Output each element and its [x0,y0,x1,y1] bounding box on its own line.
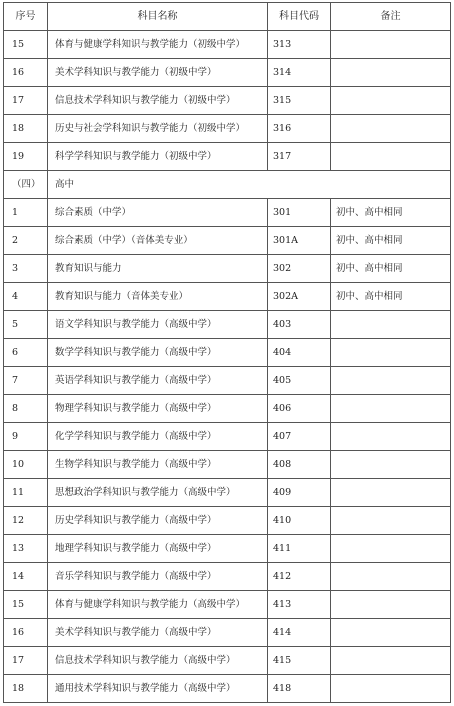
table-header [4,3,451,31]
row-note [331,311,451,339]
row-subject-code: 407 [268,423,331,451]
table-row [4,619,451,647]
row-no: 11 [4,479,48,507]
row-subject-code: 301A [268,227,331,255]
table-row [4,367,451,395]
row-subject-code: 408 [268,451,331,479]
table-row [4,311,451,339]
table-row [4,479,451,507]
table-row [4,451,451,479]
row-subject-code: 410 [268,507,331,535]
row-subject-code: 413 [268,591,331,619]
table-row [4,339,451,367]
row-no: 19 [4,143,48,171]
table-row [4,423,451,451]
row-subject-name: 教育知识与能力 [48,255,268,283]
row-subject-name: 生物学科知识与教学能力（高级中学） [48,451,268,479]
row-subject-name: 美术学科知识与教学能力（初级中学） [48,59,268,87]
table-row [4,59,451,87]
row-no: 1 [4,199,48,227]
table-row [4,87,451,115]
table-row [4,255,451,283]
row-subject-name: 数学学科知识与教学能力（高级中学） [48,339,268,367]
row-note [331,619,451,647]
row-note [331,535,451,563]
header-note: 备注 [331,3,451,31]
row-no: 12 [4,507,48,535]
row-no: 14 [4,563,48,591]
row-subject-code: 414 [268,619,331,647]
table-row [4,647,451,675]
row-subject-name: 综合素质（中学）（音体美专业） [48,227,268,255]
table-row [4,395,451,423]
row-subject-name: 美术学科知识与教学能力（高级中学） [48,619,268,647]
section-no: （四） [4,171,48,199]
row-no: 9 [4,423,48,451]
row-note [331,675,451,703]
row-no: 18 [4,115,48,143]
row-subject-code: 418 [268,675,331,703]
row-no: 10 [4,451,48,479]
row-subject-name: 科学学科知识与教学能力（初级中学） [48,143,268,171]
table-row [4,199,451,227]
row-note [331,451,451,479]
row-subject-name: 语文学科知识与教学能力（高级中学） [48,311,268,339]
row-subject-name: 信息技术学科知识与教学能力（高级中学） [48,647,268,675]
row-note [331,31,451,59]
header-subject-name: 科目名称 [48,3,268,31]
row-subject-code: 316 [268,115,331,143]
table-row [4,507,451,535]
row-no: 2 [4,227,48,255]
row-no: 4 [4,283,48,311]
row-no: 7 [4,367,48,395]
row-no: 17 [4,647,48,675]
row-subject-code: 314 [268,59,331,87]
row-subject-code: 317 [268,143,331,171]
row-subject-code: 403 [268,311,331,339]
table-row [4,227,451,255]
row-subject-name: 地理学科知识与教学能力（高级中学） [48,535,268,563]
header-subject-code: 科目代码 [268,3,331,31]
row-note [331,423,451,451]
section-title: 高中 [48,171,451,199]
row-subject-code: 409 [268,479,331,507]
row-subject-name: 体育与健康学科知识与教学能力（初级中学） [48,31,268,59]
table-row [4,535,451,563]
row-note: 初中、高中相同 [331,255,451,283]
table-body [4,31,451,703]
row-subject-code: 315 [268,87,331,115]
row-subject-code: 415 [268,647,331,675]
row-subject-code: 412 [268,563,331,591]
row-subject-code: 301 [268,199,331,227]
row-note [331,507,451,535]
row-no: 6 [4,339,48,367]
row-note [331,563,451,591]
row-note [331,87,451,115]
row-note: 初中、高中相同 [331,199,451,227]
row-note [331,143,451,171]
row-note [331,339,451,367]
table-row [4,283,451,311]
table-row [4,675,451,703]
row-subject-name: 通用技术学科知识与教学能力（高级中学） [48,675,268,703]
row-subject-code: 302A [268,283,331,311]
row-subject-name: 音乐学科知识与教学能力（高级中学） [48,563,268,591]
row-no: 8 [4,395,48,423]
row-no: 3 [4,255,48,283]
row-subject-code: 302 [268,255,331,283]
row-subject-name: 物理学科知识与教学能力（高级中学） [48,395,268,423]
row-subject-code: 404 [268,339,331,367]
table-row [4,143,451,171]
row-no: 5 [4,311,48,339]
row-subject-name: 思想政治学科知识与教学能力（高级中学） [48,479,268,507]
exam-subjects-table [3,2,451,703]
row-subject-name: 教育知识与能力（音体美专业） [48,283,268,311]
table-row [4,591,451,619]
row-no: 16 [4,619,48,647]
section-row-senior-high [4,171,451,199]
row-subject-code: 405 [268,367,331,395]
row-subject-name: 综合素质（中学） [48,199,268,227]
row-no: 15 [4,591,48,619]
row-no: 18 [4,675,48,703]
row-subject-name: 化学学科知识与教学能力（高级中学） [48,423,268,451]
row-note [331,59,451,87]
row-note [331,115,451,143]
row-note [331,591,451,619]
row-note [331,395,451,423]
row-note: 初中、高中相同 [331,227,451,255]
row-note [331,367,451,395]
row-subject-code: 313 [268,31,331,59]
table-row [4,115,451,143]
row-no: 16 [4,59,48,87]
header-row [4,3,451,31]
row-subject-name: 英语学科知识与教学能力（高级中学） [48,367,268,395]
row-subject-code: 411 [268,535,331,563]
row-subject-name: 体育与健康学科知识与教学能力（高级中学） [48,591,268,619]
row-no: 13 [4,535,48,563]
header-no: 序号 [4,3,48,31]
row-subject-name: 历史与社会学科知识与教学能力（初级中学） [48,115,268,143]
row-note: 初中、高中相同 [331,283,451,311]
row-no: 15 [4,31,48,59]
row-subject-name: 信息技术学科知识与教学能力（初级中学） [48,87,268,115]
row-no: 17 [4,87,48,115]
row-subject-code: 406 [268,395,331,423]
row-note [331,647,451,675]
table-row [4,563,451,591]
row-subject-name: 历史学科知识与教学能力（高级中学） [48,507,268,535]
row-note [331,479,451,507]
table-row [4,31,451,59]
